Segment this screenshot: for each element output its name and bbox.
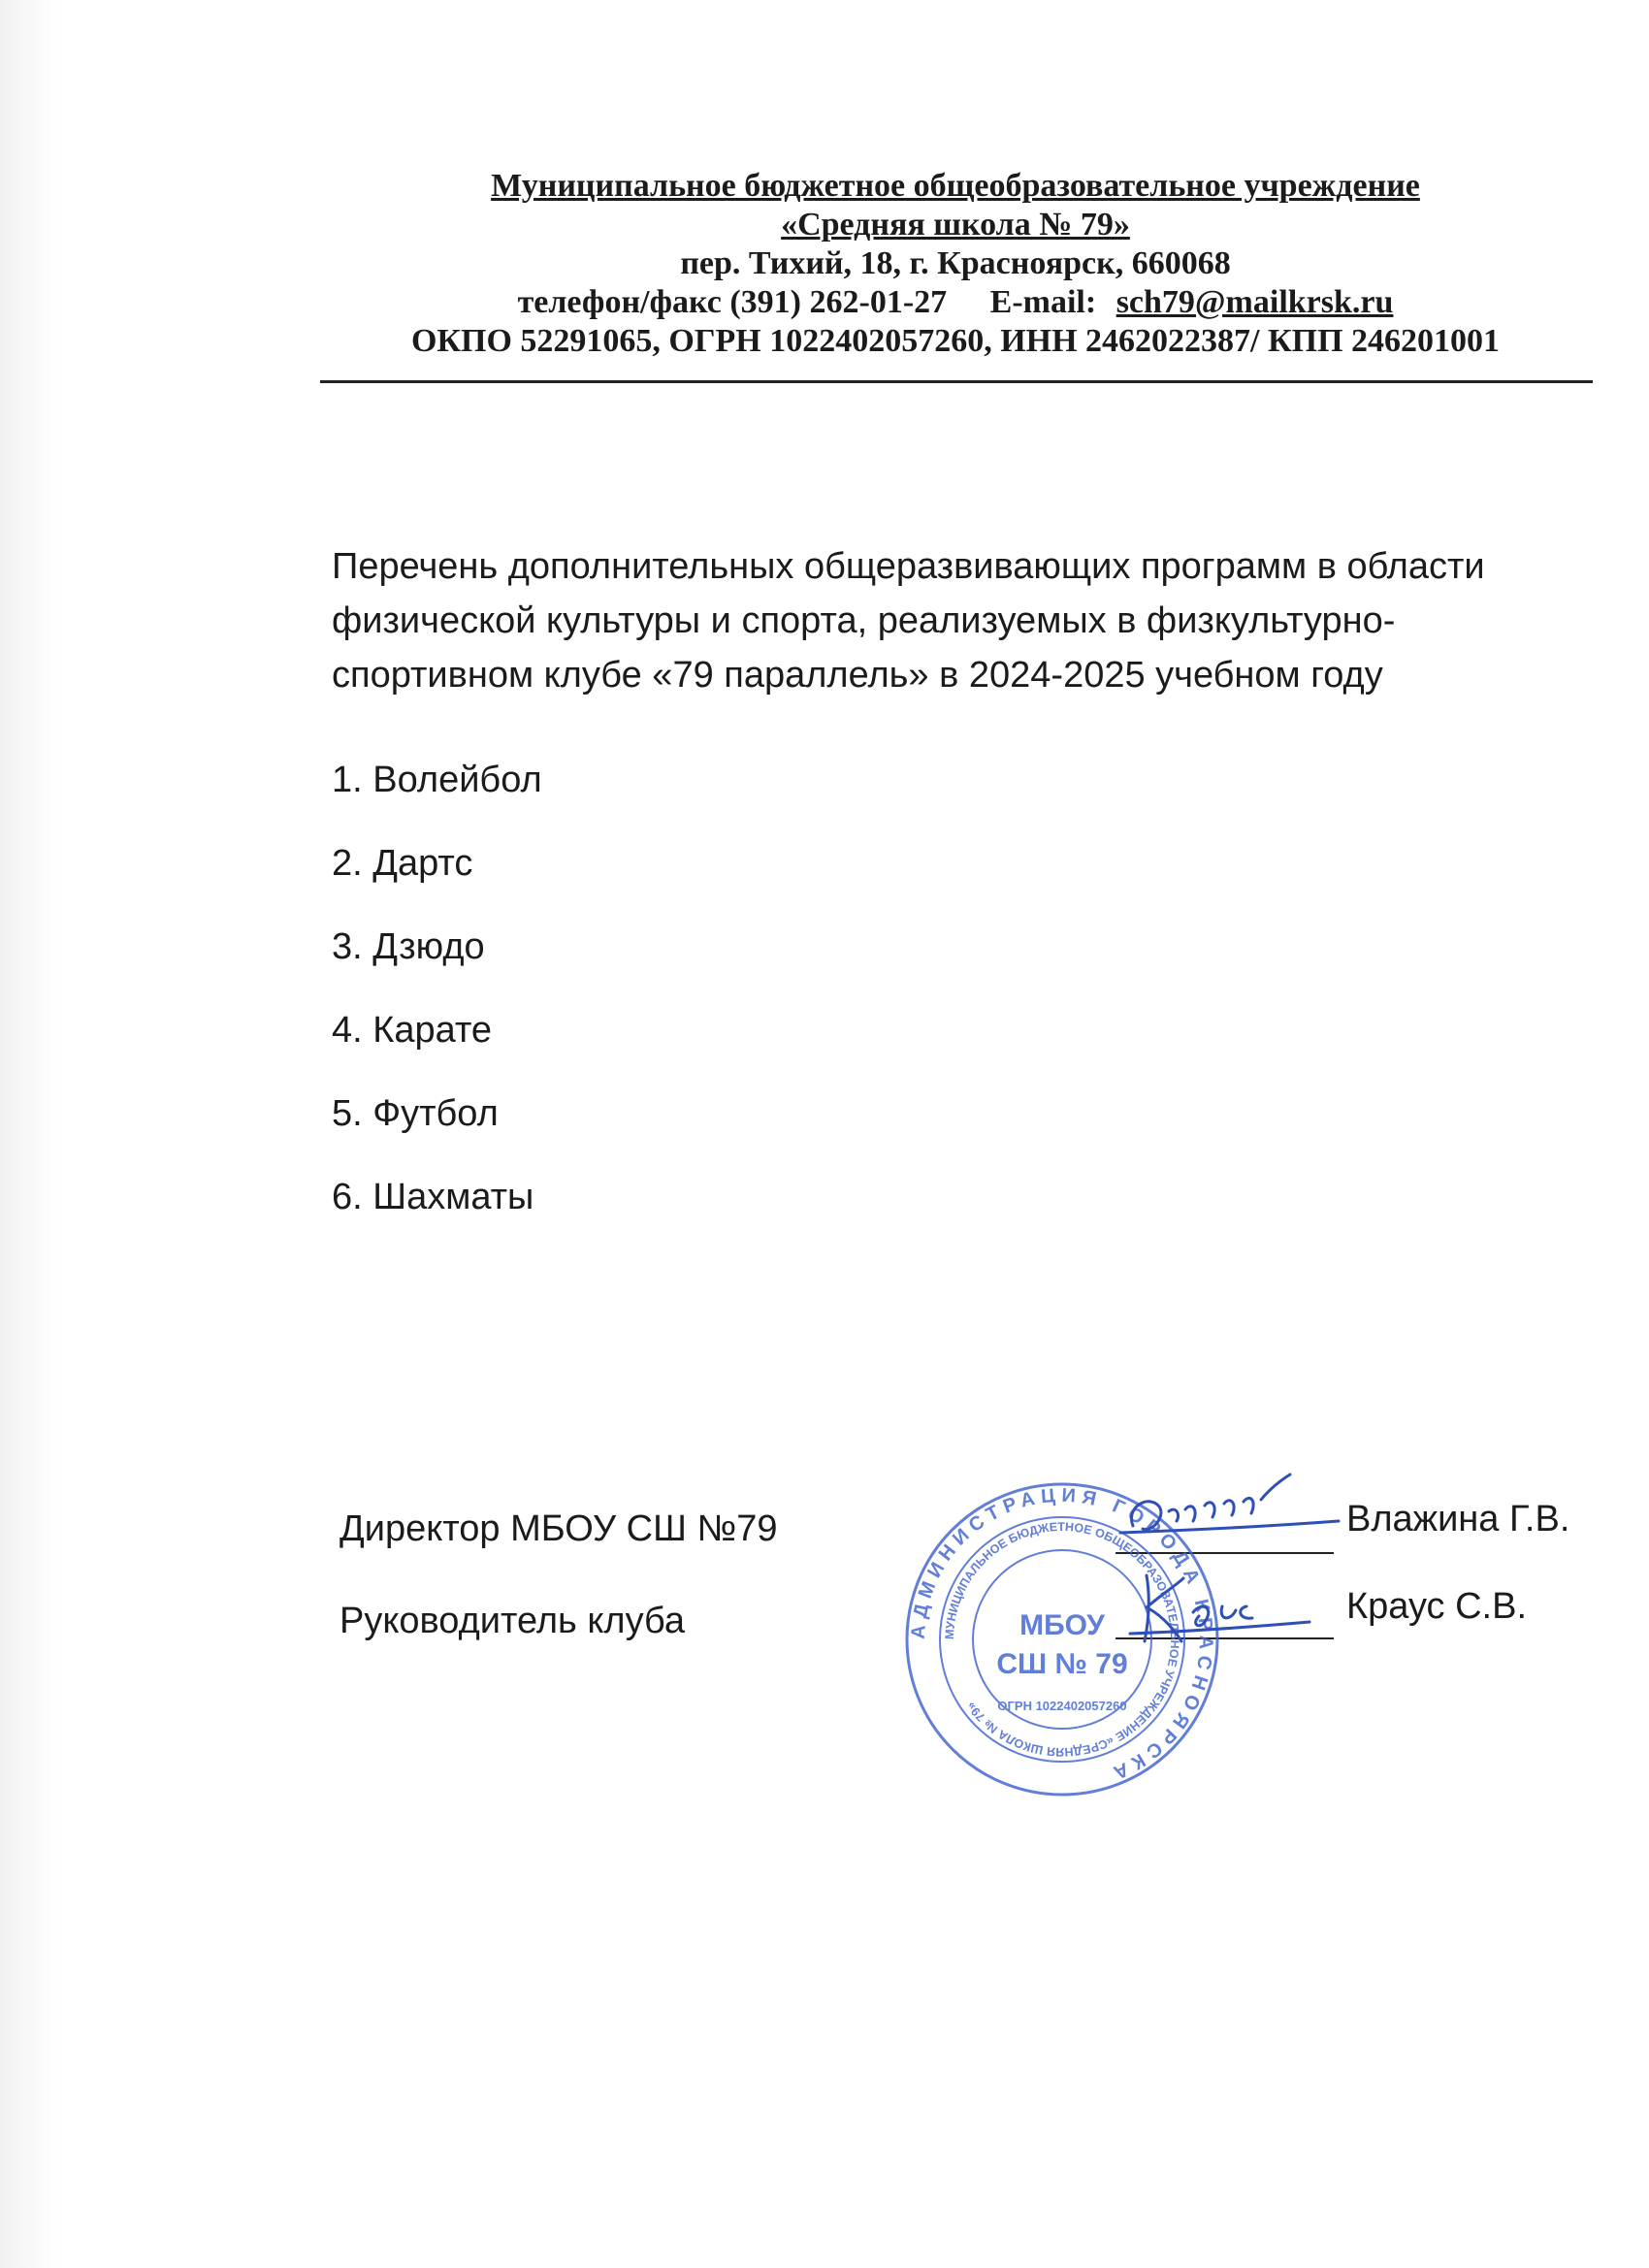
stamp-inner-text: МУНИЦИПАЛЬНОЕ БЮДЖЕТНОЕ ОБЩЕОБРАЗОВАТЕЛЬНОЕ УЧРЕЖДЕНИЕ «СРЕДНЯЯ ШКОЛА № 79» — [942, 1519, 1182, 1760]
program-item: 4. Карате — [332, 1010, 493, 1051]
address: пер. Тихий, 18, г. Красноярск, 660068 — [680, 245, 1231, 281]
program-item: 3. Дзюдо — [332, 926, 485, 967]
letterhead — [310, 167, 1600, 361]
institution-name: Муниципальное бюджетное общеобразовательное учреждение — [491, 168, 1420, 204]
letterhead-divider — [320, 380, 1593, 383]
email-label: E-mail: — [989, 284, 1097, 320]
director-position: Директор МБОУ СШ №79 — [340, 1508, 778, 1549]
phone: телефон/факс (391) 262-01-27 — [517, 284, 948, 320]
program-item: 6. Шахматы — [332, 1177, 534, 1217]
stamp-center-line1: МБОУ — [1019, 1609, 1105, 1641]
director-name: Влажина Г.В. — [1346, 1499, 1570, 1539]
document-title — [332, 539, 1593, 702]
title-line: физической культуры и спорта, реализуемых в физкультурно- — [332, 600, 1396, 641]
program-list — [332, 753, 542, 1253]
stamp-ogrn: ОГРН 1022402057260 — [997, 1699, 1127, 1713]
email-link[interactable]: sch79@mailkrsk.ru — [1116, 284, 1394, 320]
school-name: «Средняя школа № 79» — [781, 207, 1130, 243]
registry-codes: ОКПО 52291065, ОГРН 1022402057260, ИНН 2462022387/ КПП 246201001 — [410, 323, 1501, 359]
title-line: спортивном клубе «79 параллель» в 2024-2025 учебном году — [332, 655, 1383, 696]
program-item: 2. Дартс — [332, 843, 473, 884]
program-item: 5. Футбол — [332, 1093, 499, 1134]
program-item: 1. Волейбол — [332, 760, 542, 800]
contacts — [310, 283, 1600, 322]
stamp-center-line2: СШ № 79 — [996, 1648, 1128, 1680]
stamp-outer-text: АДМИНИСТРАЦИЯ ГОРОДА КРАСНОЯРСКА — [907, 1484, 1217, 1786]
club-head-signature — [1125, 1564, 1319, 1651]
club-head-position: Руководитель клуба — [340, 1601, 686, 1641]
club-head-name: Краус С.В. — [1346, 1586, 1528, 1627]
director-signature — [1116, 1473, 1348, 1555]
scan-shadow — [0, 0, 58, 2268]
title-line: Перечень дополнительных общеразвивающих программ в области — [332, 546, 1485, 587]
